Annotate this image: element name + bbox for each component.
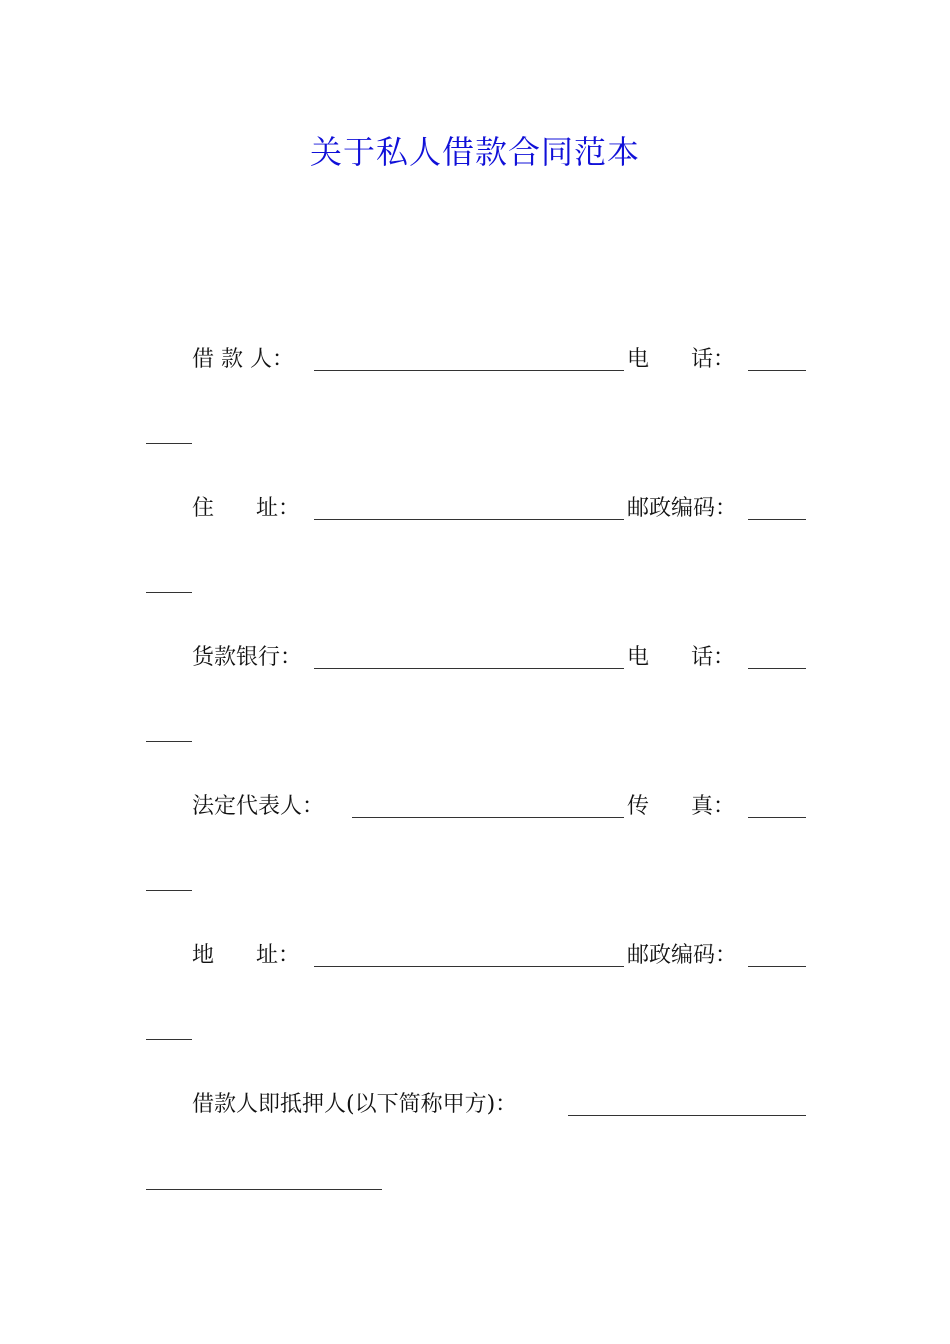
fax-label: 传 真： bbox=[627, 794, 735, 819]
borrower-phone-blank[interactable] bbox=[748, 370, 806, 371]
borrower-blank[interactable] bbox=[314, 370, 624, 371]
borrower-postcode-blank[interactable] bbox=[748, 519, 806, 520]
bank-blank[interactable] bbox=[314, 668, 624, 669]
bank-address-row bbox=[0, 938, 950, 978]
bank-row bbox=[0, 640, 950, 680]
fax-blank-cont bbox=[146, 890, 192, 891]
bank-label: 货款银行： bbox=[192, 645, 303, 670]
borrower-address-row bbox=[0, 491, 950, 531]
party-a-blank-cont bbox=[146, 1189, 382, 1190]
borrower-row bbox=[0, 342, 950, 382]
borrower-postcode-label: 邮政编码： bbox=[627, 496, 738, 521]
legal-rep-row bbox=[0, 789, 950, 829]
document-title: 关于私人借款合同范本 bbox=[309, 133, 640, 171]
borrower-address-label: 住 址： bbox=[192, 496, 300, 521]
bank-postcode-blank[interactable] bbox=[748, 966, 806, 967]
bank-phone-label: 电 话： bbox=[627, 645, 735, 670]
bank-phone-blank-cont bbox=[146, 741, 192, 742]
borrower-phone-blank-cont bbox=[146, 443, 192, 444]
borrower-address-blank[interactable] bbox=[314, 519, 624, 520]
borrower-postcode-blank-cont bbox=[146, 592, 192, 593]
bank-phone-blank[interactable] bbox=[748, 668, 806, 669]
borrower-label: 借 款 人： bbox=[192, 347, 294, 372]
party-a-row bbox=[0, 1087, 950, 1127]
legal-rep-label: 法定代表人： bbox=[192, 794, 325, 819]
fax-blank[interactable] bbox=[748, 817, 806, 818]
bank-postcode-blank-cont bbox=[146, 1039, 192, 1040]
party-a-blank[interactable] bbox=[568, 1115, 806, 1116]
bank-address-blank[interactable] bbox=[314, 966, 624, 967]
bank-address-label: 地 址： bbox=[192, 943, 300, 968]
borrower-phone-label: 电 话： bbox=[627, 347, 735, 372]
party-a-label: 借款人即抵押人(以下简称甲方)： bbox=[192, 1092, 518, 1117]
legal-rep-blank[interactable] bbox=[352, 817, 624, 818]
bank-postcode-label: 邮政编码： bbox=[627, 943, 738, 968]
